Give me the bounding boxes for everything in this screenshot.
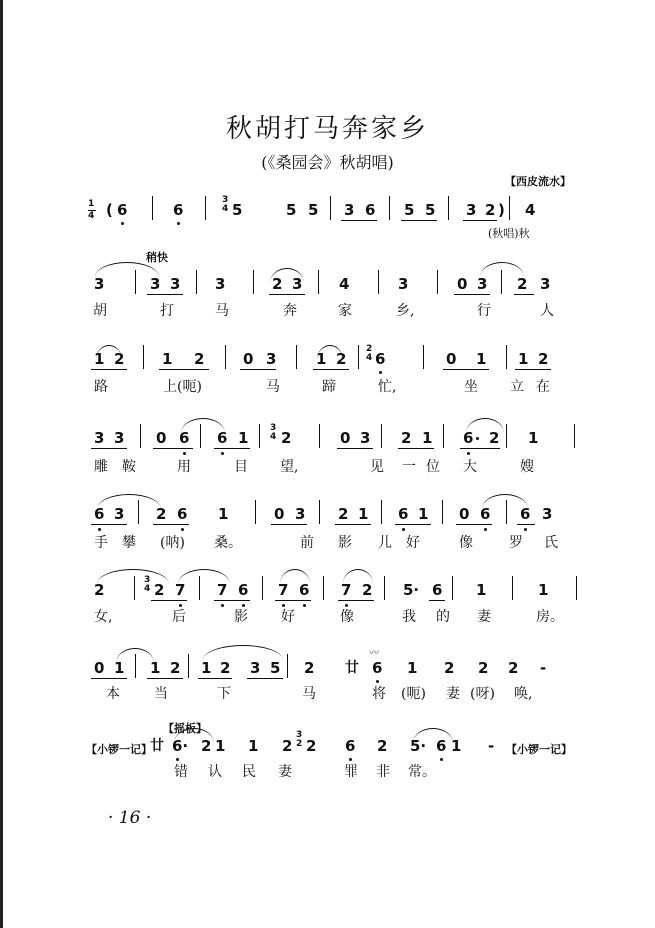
note: 2 bbox=[220, 659, 231, 677]
note: 5 bbox=[232, 201, 243, 219]
beam bbox=[91, 369, 127, 370]
low-octave-dot bbox=[379, 371, 382, 374]
lyric: (呐) bbox=[160, 535, 185, 551]
low-octave-dot bbox=[221, 604, 224, 607]
bar-line bbox=[452, 576, 453, 600]
note: 2 bbox=[401, 429, 412, 447]
note: 6 bbox=[94, 505, 105, 523]
low-octave-dot bbox=[221, 452, 224, 455]
time-signature-bottom: 4 bbox=[88, 211, 95, 221]
note: 1 bbox=[518, 350, 529, 368]
beam bbox=[460, 448, 500, 449]
lyric: 非 bbox=[376, 764, 390, 780]
bar-line bbox=[512, 576, 513, 600]
bar-line bbox=[423, 345, 424, 369]
page-title: 秋胡打马奔家乡 bbox=[225, 114, 429, 144]
note: 3 bbox=[114, 429, 125, 447]
note: 1 bbox=[538, 581, 549, 599]
tempo-tag: 【摇板】 bbox=[163, 722, 207, 735]
bar-line bbox=[135, 654, 136, 678]
note: 6 bbox=[436, 737, 447, 755]
bar-line bbox=[381, 500, 382, 524]
low-octave-dot bbox=[242, 604, 245, 607]
note: 1 bbox=[476, 581, 487, 599]
bar-line bbox=[381, 424, 382, 448]
time-signature-top: 3 bbox=[144, 575, 151, 585]
lyric: 下 bbox=[217, 686, 231, 702]
note: 5 bbox=[425, 201, 436, 219]
bar-line bbox=[200, 424, 201, 448]
note: 4 bbox=[525, 201, 536, 219]
note: 3 bbox=[542, 505, 553, 523]
time-signature-top: 3 bbox=[296, 730, 303, 740]
slur bbox=[97, 494, 161, 509]
note: 2 bbox=[538, 350, 549, 368]
beam bbox=[515, 369, 551, 370]
lyric: (呃) bbox=[401, 686, 426, 702]
note: 1 bbox=[528, 429, 539, 447]
note: 2 bbox=[282, 737, 293, 755]
beam bbox=[401, 220, 437, 221]
note: 1 bbox=[248, 737, 259, 755]
bar-line bbox=[140, 424, 141, 448]
beam bbox=[335, 524, 371, 525]
note: 6 bbox=[480, 505, 491, 523]
note: 2 bbox=[478, 659, 489, 677]
note: 6 bbox=[463, 429, 474, 447]
note: 3 bbox=[344, 201, 355, 219]
lyric: 人 bbox=[540, 303, 554, 319]
time-signature-bottom: 2 bbox=[296, 739, 303, 749]
lyric: 本 bbox=[106, 686, 120, 702]
low-octave-dot bbox=[345, 604, 348, 607]
bar-line bbox=[501, 270, 502, 294]
lyric: (秋唱)秋 bbox=[488, 227, 530, 240]
note: 6 bbox=[372, 659, 383, 677]
note: 7 bbox=[278, 581, 289, 599]
beam bbox=[153, 448, 193, 449]
note: 0 bbox=[243, 350, 254, 368]
bar-line bbox=[443, 424, 444, 448]
lyric: (呀) bbox=[470, 686, 495, 702]
note: 6 bbox=[117, 201, 128, 219]
note: 2 bbox=[281, 429, 292, 447]
beam bbox=[159, 369, 209, 370]
note: 0 bbox=[459, 505, 470, 523]
bar-line bbox=[143, 345, 144, 369]
note: 2 bbox=[194, 350, 205, 368]
lyric: 在 bbox=[536, 379, 550, 395]
bar-line bbox=[319, 500, 320, 524]
lyric: 常。 bbox=[408, 764, 436, 780]
bar-line bbox=[262, 576, 263, 600]
beam bbox=[517, 524, 535, 525]
note: 1 bbox=[162, 350, 173, 368]
lyric: 前 bbox=[300, 535, 314, 551]
lyric: 胡 bbox=[93, 303, 107, 319]
time-signature-bottom: 4 bbox=[366, 353, 373, 363]
note: 0 bbox=[94, 659, 105, 677]
lyric: 用 bbox=[177, 459, 191, 475]
note: 6 bbox=[345, 737, 356, 755]
bar-line bbox=[358, 345, 359, 369]
beam bbox=[398, 448, 434, 449]
note: 2 bbox=[338, 505, 349, 523]
note: 3 bbox=[295, 505, 306, 523]
bar-line bbox=[199, 576, 200, 600]
time-signature-top: 2 bbox=[366, 344, 373, 354]
bar-line bbox=[138, 500, 139, 524]
note: 7 bbox=[341, 581, 352, 599]
lyric: 像 bbox=[459, 535, 473, 551]
lyric: 蹄 bbox=[322, 379, 336, 395]
lyric: 坐 bbox=[464, 379, 478, 395]
beam bbox=[275, 600, 311, 601]
lyric: 罗 bbox=[509, 535, 523, 551]
note: 1 bbox=[218, 505, 229, 523]
note: 0 bbox=[340, 429, 351, 447]
time-signature-top: 1 bbox=[88, 199, 95, 209]
note: 1 bbox=[422, 429, 433, 447]
note: 3 bbox=[250, 659, 261, 677]
note: 6 bbox=[238, 581, 249, 599]
low-octave-dot bbox=[376, 680, 379, 683]
mode-tag: 【西皮流水】 bbox=[505, 175, 571, 188]
lyric: 路 bbox=[94, 379, 108, 395]
note: 2 bbox=[304, 659, 315, 677]
bar-line bbox=[134, 576, 135, 600]
low-octave-dot bbox=[181, 528, 184, 531]
lyric: 马 bbox=[266, 379, 280, 395]
low-octave-dot bbox=[176, 758, 179, 761]
note: 2 bbox=[336, 350, 347, 368]
lyric: 乡, bbox=[396, 303, 415, 319]
lyric: 好 bbox=[406, 535, 420, 551]
bar-line bbox=[319, 424, 320, 448]
lyric: 影 bbox=[338, 535, 352, 551]
note: 2 bbox=[154, 581, 165, 599]
note: 0 bbox=[446, 350, 457, 368]
lyric: 像 bbox=[340, 609, 354, 625]
note: 5 bbox=[286, 201, 297, 219]
low-octave-dot bbox=[282, 604, 285, 607]
note: 2 bbox=[272, 275, 283, 293]
beam bbox=[214, 448, 250, 449]
note: 6 bbox=[217, 429, 228, 447]
lyric: 妻 bbox=[278, 764, 292, 780]
note: 3 bbox=[540, 275, 551, 293]
low-octave-dot bbox=[467, 452, 470, 455]
note: 3 bbox=[94, 275, 105, 293]
lyric: 大 bbox=[463, 459, 477, 475]
bar-line bbox=[506, 500, 507, 524]
note: 2 bbox=[201, 737, 212, 755]
bar-line bbox=[448, 196, 449, 220]
note: 2 bbox=[362, 581, 373, 599]
lyric: 房。 bbox=[536, 609, 564, 625]
free-meter-mark: 廿 bbox=[150, 738, 164, 754]
lyric: 妻 bbox=[446, 686, 460, 702]
beam bbox=[198, 678, 232, 679]
page-subtitle: (《桑园会》秋胡唱) bbox=[261, 153, 394, 172]
note: 6 bbox=[520, 505, 531, 523]
note: 3 bbox=[466, 201, 477, 219]
note: 7 bbox=[175, 581, 186, 599]
note: 6 bbox=[177, 505, 188, 523]
free-meter-mark: 廿 bbox=[345, 660, 359, 676]
bar-line bbox=[506, 424, 507, 448]
page-number: · 16 · bbox=[108, 808, 152, 828]
bar-line bbox=[437, 270, 438, 294]
low-octave-dot bbox=[183, 452, 186, 455]
note: 1 bbox=[451, 737, 462, 755]
lyric: 忙, bbox=[378, 379, 397, 395]
bar-line bbox=[196, 270, 197, 294]
hold-dash: - bbox=[540, 659, 547, 677]
beam bbox=[313, 369, 349, 370]
beam bbox=[151, 600, 187, 601]
bar-line bbox=[506, 345, 507, 369]
lyric: 见 bbox=[370, 459, 384, 475]
beam bbox=[271, 524, 307, 525]
low-octave-dot bbox=[98, 528, 101, 531]
trill-mark: 〰 bbox=[369, 648, 379, 659]
bar-line bbox=[389, 196, 390, 220]
lyric: 儿 bbox=[378, 535, 392, 551]
time-signature-bottom: 4 bbox=[270, 432, 277, 442]
note: 5· bbox=[403, 581, 420, 599]
bar-line bbox=[188, 654, 189, 678]
note: 3 bbox=[398, 275, 409, 293]
note: 6· bbox=[172, 737, 189, 755]
bar-line bbox=[135, 270, 136, 294]
note: 1 bbox=[215, 737, 226, 755]
note: 2 bbox=[517, 275, 528, 293]
note: 1 bbox=[114, 659, 125, 677]
low-octave-dot bbox=[303, 604, 306, 607]
lyric: 嫂 bbox=[520, 459, 534, 475]
bar-line bbox=[378, 270, 379, 294]
beam bbox=[463, 220, 497, 221]
bar-line bbox=[576, 576, 577, 600]
low-octave-dot bbox=[349, 758, 352, 761]
gong-cue-tag: 【小锣一记】 bbox=[506, 743, 572, 756]
note: 2 bbox=[489, 429, 500, 447]
lyric: 罪 bbox=[344, 764, 358, 780]
close-paren: ) bbox=[498, 201, 505, 219]
time-signature-bottom: 4 bbox=[222, 204, 229, 214]
low-octave-dot bbox=[121, 222, 124, 225]
beam bbox=[443, 369, 489, 370]
bar-line bbox=[253, 270, 254, 294]
bar-line bbox=[225, 345, 226, 369]
note: 6 bbox=[179, 429, 190, 447]
lyric: 妻 bbox=[477, 609, 491, 625]
note: 1 bbox=[476, 350, 487, 368]
note: 6 bbox=[375, 350, 386, 368]
bar-line bbox=[574, 424, 575, 448]
beam bbox=[456, 524, 492, 525]
bar-line bbox=[509, 196, 510, 220]
bar-line bbox=[330, 196, 331, 220]
note: 1 bbox=[238, 429, 249, 447]
note: 6 bbox=[299, 581, 310, 599]
note: 5 bbox=[404, 201, 415, 219]
lyric: 认 bbox=[208, 764, 222, 780]
time-signature-top: 3 bbox=[270, 423, 277, 433]
lyric: 位 bbox=[426, 459, 440, 475]
bar-line bbox=[442, 500, 443, 524]
bar-line bbox=[318, 270, 319, 294]
note: 2 bbox=[508, 659, 519, 677]
bar-line bbox=[152, 196, 153, 220]
lyric: 鞍 bbox=[122, 459, 136, 475]
note: 2 bbox=[114, 350, 125, 368]
bar-line bbox=[205, 196, 206, 220]
time-signature-bottom: 4 bbox=[144, 584, 151, 594]
beam bbox=[153, 524, 189, 525]
lyric: 攀 bbox=[122, 535, 136, 551]
note: 7 bbox=[217, 581, 228, 599]
low-octave-dot bbox=[179, 604, 182, 607]
note: 6 bbox=[365, 201, 376, 219]
lyric: 的 bbox=[436, 609, 450, 625]
note: 2 bbox=[485, 201, 496, 219]
lyric: 将 bbox=[372, 686, 386, 702]
bar-line bbox=[384, 576, 385, 600]
bar-line bbox=[255, 500, 256, 524]
note: 1 bbox=[358, 505, 369, 523]
slur bbox=[203, 645, 283, 660]
low-octave-dot bbox=[524, 528, 527, 531]
lyric: 马 bbox=[302, 686, 316, 702]
note: 3 bbox=[215, 275, 226, 293]
hold-dash: - bbox=[488, 737, 495, 755]
lyric: 桑。 bbox=[214, 535, 242, 551]
note: ( bbox=[106, 201, 113, 219]
low-octave-dot bbox=[484, 528, 487, 531]
lyric: 唤, bbox=[514, 686, 533, 702]
note: 3 bbox=[170, 275, 181, 293]
note: 3 bbox=[114, 505, 125, 523]
lyric: 氏 bbox=[544, 535, 558, 551]
bar-line bbox=[296, 345, 297, 369]
beam bbox=[91, 448, 127, 449]
bar-line bbox=[287, 654, 288, 678]
lyric: 家 bbox=[338, 303, 352, 319]
note: 3 bbox=[94, 429, 105, 447]
lyric: 立 bbox=[510, 379, 524, 395]
beam bbox=[240, 369, 276, 370]
note: 6 bbox=[173, 201, 184, 219]
note: 4 bbox=[339, 275, 350, 293]
beam bbox=[91, 524, 127, 525]
lyric: 打 bbox=[160, 303, 174, 319]
lyric: 手 bbox=[94, 535, 108, 551]
lyric: 影 bbox=[234, 609, 248, 625]
note: 2 bbox=[377, 737, 388, 755]
lyric: 错 bbox=[174, 764, 188, 780]
note: 1 bbox=[94, 350, 105, 368]
beam bbox=[429, 600, 445, 601]
note: 0 bbox=[156, 429, 167, 447]
note: 3 bbox=[266, 350, 277, 368]
lyric: 奔 bbox=[283, 303, 297, 319]
note: 1 bbox=[201, 659, 212, 677]
note: 1 bbox=[316, 350, 327, 368]
lyric: 一 bbox=[402, 459, 416, 475]
beam bbox=[454, 294, 490, 295]
note: 3 bbox=[477, 275, 488, 293]
beam bbox=[91, 678, 127, 679]
lyric: 行 bbox=[477, 303, 491, 319]
bar-line bbox=[259, 424, 260, 448]
note: 2 bbox=[444, 659, 455, 677]
lyric: 当 bbox=[154, 686, 168, 702]
beam bbox=[269, 294, 305, 295]
lyric: 目 bbox=[234, 459, 248, 475]
note: 2 bbox=[170, 659, 181, 677]
beam bbox=[214, 600, 250, 601]
beam bbox=[337, 448, 373, 449]
note: 0 bbox=[274, 505, 285, 523]
note: 1 bbox=[150, 659, 161, 677]
beam bbox=[338, 600, 374, 601]
tempo-mark: 稍快 bbox=[146, 251, 168, 264]
note: 0 bbox=[457, 275, 468, 293]
beam bbox=[247, 678, 283, 679]
note: 2 bbox=[94, 581, 105, 599]
lyric: 我 bbox=[402, 609, 416, 625]
lyric: 民 bbox=[242, 764, 256, 780]
beam bbox=[341, 220, 377, 221]
low-octave-dot bbox=[440, 758, 443, 761]
note: 5· bbox=[410, 737, 427, 755]
lyric: 好 bbox=[281, 609, 295, 625]
note: 2 bbox=[156, 505, 167, 523]
lyric: 马 bbox=[215, 303, 229, 319]
note: 5 bbox=[308, 201, 319, 219]
note: 5 bbox=[270, 659, 281, 677]
note: 1 bbox=[418, 505, 429, 523]
note: 1 bbox=[407, 659, 418, 677]
low-octave-dot bbox=[177, 222, 180, 225]
time-signature-top: 3 bbox=[222, 195, 229, 205]
lyric: 女, bbox=[94, 609, 113, 625]
lyric: 望, bbox=[280, 459, 299, 475]
gong-cue-tag: 【小锣一记】 bbox=[86, 743, 152, 756]
beam bbox=[147, 294, 183, 295]
beam bbox=[514, 294, 534, 295]
lyric: 雕 bbox=[94, 459, 108, 475]
note: 3 bbox=[360, 429, 371, 447]
rhythm-dot bbox=[476, 437, 479, 440]
beam bbox=[395, 524, 431, 525]
beam bbox=[147, 678, 183, 679]
note: 3 bbox=[150, 275, 161, 293]
low-octave-dot bbox=[402, 528, 405, 531]
note: 3 bbox=[292, 275, 303, 293]
note: 6 bbox=[398, 505, 409, 523]
bar-line bbox=[323, 576, 324, 600]
lyric: 上(呃) bbox=[163, 379, 202, 395]
note: 6 bbox=[432, 581, 443, 599]
lyric: 后 bbox=[172, 609, 186, 625]
note: 2 bbox=[306, 737, 317, 755]
